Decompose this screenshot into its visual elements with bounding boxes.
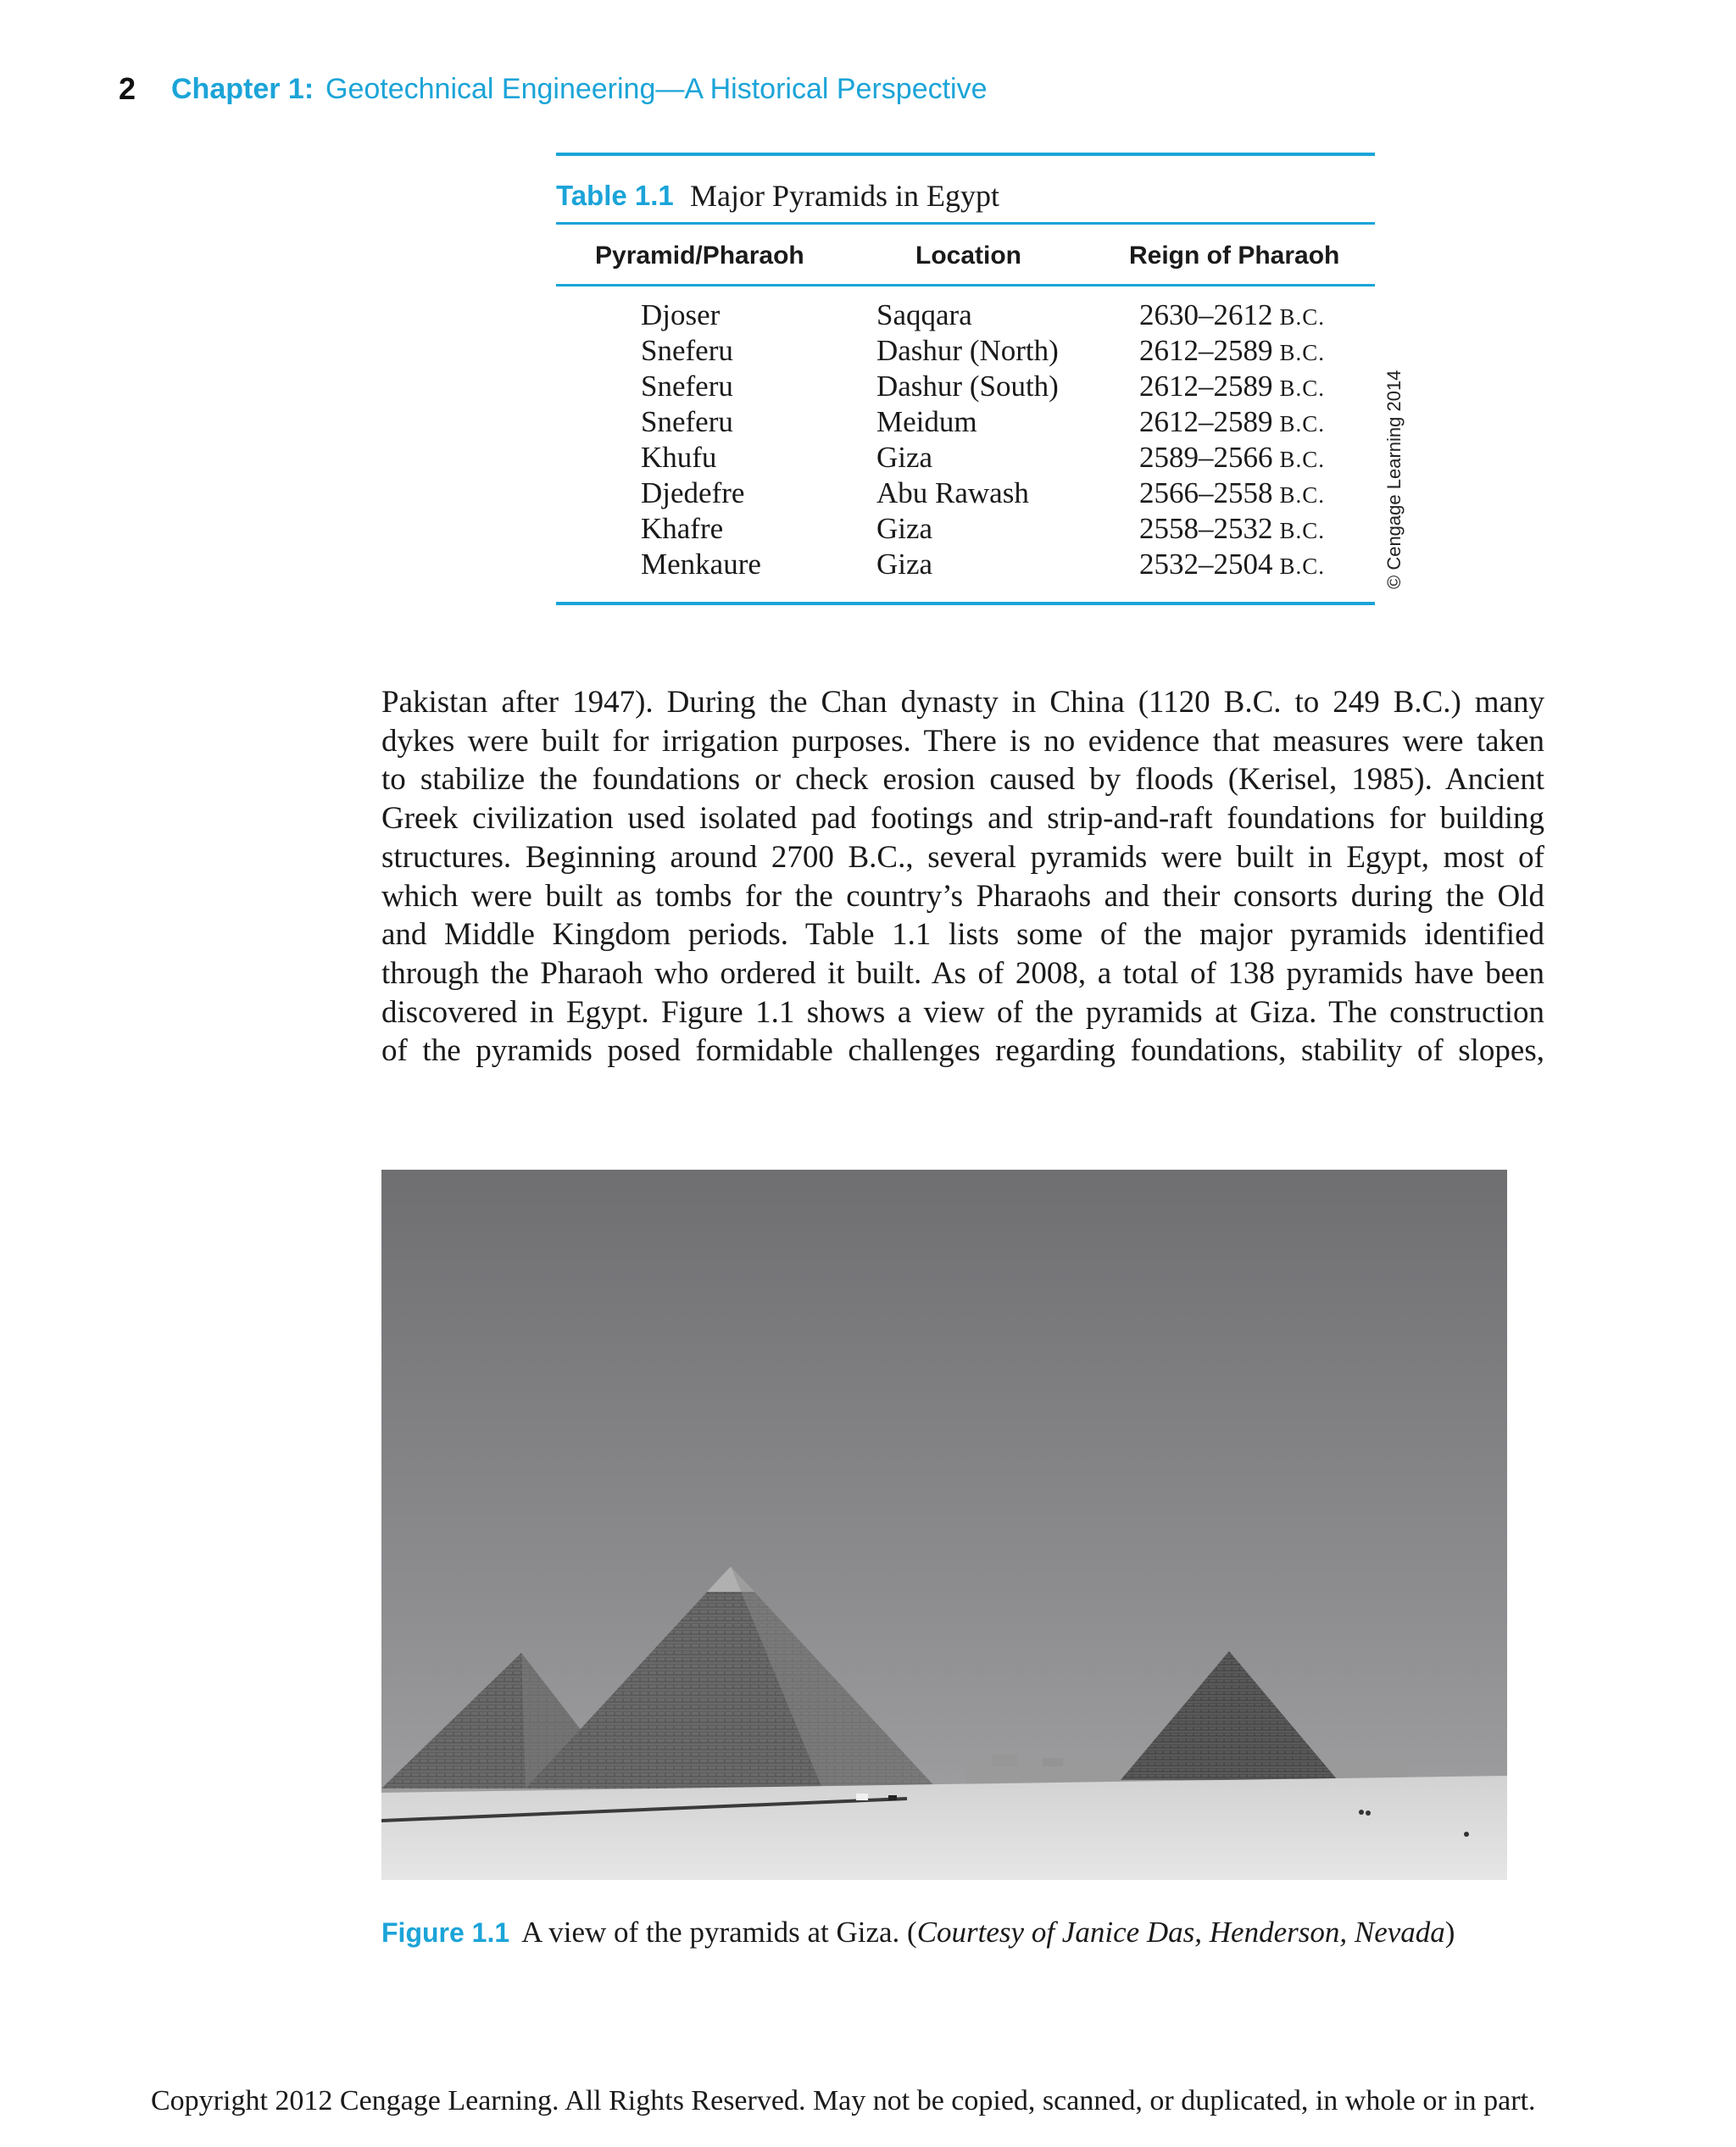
cell-pharaoh: [641, 370, 733, 403]
cell-pharaoh: [641, 298, 720, 332]
pyramids-table: [556, 153, 1375, 605]
cell-pharaoh-value: Khafre: [641, 512, 724, 545]
body-line: and Middle Kingdom periods. Table 1.1 lists some of the major pyramids identified: [381, 917, 1544, 953]
cell-reign: [1139, 512, 1325, 546]
table-row: [556, 512, 1375, 548]
body-line: Greek civilization used isolated pad footings and strip-and-raft foundations for building: [381, 801, 1544, 837]
cell-location: [876, 512, 932, 546]
era-suffix: B.C.: [1279, 553, 1326, 579]
table-number: Table 1.1: [556, 180, 674, 211]
giza-pyramids-illustration: [381, 1170, 1507, 1880]
table-row: [556, 405, 1375, 441]
column-header-pharaoh: Pyramid/Pharaoh: [595, 242, 804, 270]
cell-pharaoh: [641, 548, 761, 581]
body-paragraph: [381, 683, 1544, 1071]
table-body: [556, 286, 1375, 602]
cell-reign-value: 2612–2589: [1139, 370, 1273, 403]
cell-reign-value: 2612–2589: [1139, 334, 1273, 367]
era-suffix: B.C.: [1279, 375, 1326, 401]
body-line: Pakistan after 1947). During the Chan dynasty in China (1120 B.C. to 249 B.C.) many: [381, 685, 1544, 720]
body-line: dykes were built for irrigation purposes. There is no evidence that measures were taken: [381, 723, 1544, 759]
figure-photo: [381, 1170, 1507, 1880]
cell-location: [876, 441, 932, 475]
cell-pharaoh-value: Sneferu: [641, 405, 733, 438]
cell-reign-value: 2532–2504: [1139, 548, 1273, 581]
cell-pharaoh-value: Djedefre: [641, 476, 745, 509]
cell-reign: [1139, 334, 1325, 368]
footer-copyright: Copyright 2012 Cengage Learning. All Rights Reserved. May not be copied, scanned, or duplicated, in whole or in part.: [151, 2085, 1536, 2116]
table-side-credit: © Cengage Learning 2014: [1383, 370, 1405, 589]
table-row: [556, 476, 1375, 512]
cell-location: [876, 334, 1059, 368]
cell-location-value: Giza: [876, 512, 933, 545]
cell-location: [876, 370, 1059, 403]
table-row: [556, 548, 1375, 583]
cell-location-value: Giza: [876, 441, 933, 474]
cell-reign: [1139, 405, 1325, 439]
body-line: which were built as tombs for the country’s Pharaohs and their consorts during the Old: [381, 878, 1544, 914]
body-line: through the Pharaoh who ordered it built. As of 2008, a total of 138 pyramids have been: [381, 955, 1544, 991]
cell-reign: [1139, 441, 1325, 475]
cell-pharaoh: [641, 334, 733, 368]
cell-location: [876, 548, 932, 581]
cell-location-value: Dashur (North): [876, 334, 1059, 367]
figure-caption-text: A view of the pyramids at Giza. (: [521, 1916, 917, 1949]
chapter-title: Geotechnical Engineering—A Historical Perspective: [326, 73, 988, 105]
cell-location: [876, 476, 1029, 510]
cell-pharaoh: [641, 476, 744, 510]
cell-pharaoh-value: Khufu: [641, 441, 717, 474]
cell-location-value: Giza: [876, 548, 933, 581]
era-suffix: B.C.: [1279, 447, 1326, 472]
era-suffix: B.C.: [1279, 518, 1326, 543]
table-row: [556, 370, 1375, 405]
cell-location: [876, 298, 972, 332]
cell-location-value: Meidum: [876, 405, 977, 438]
cell-reign-value: 2630–2612: [1139, 298, 1273, 331]
table-row: [556, 298, 1375, 334]
cell-reign-value: 2589–2566: [1139, 441, 1273, 474]
cell-location: [876, 405, 977, 439]
cell-reign: [1139, 548, 1325, 581]
table-row: [556, 441, 1375, 476]
cell-location-value: Abu Rawash: [876, 476, 1029, 509]
table-caption: [556, 156, 1375, 222]
table-bottom-rule: [556, 602, 1375, 605]
body-line: of the pyramids posed formidable challenges regarding foundations, stability of slopes,: [381, 1033, 1544, 1069]
cell-pharaoh-value: Djoser: [641, 298, 721, 331]
cell-reign-value: 2558–2532: [1139, 512, 1273, 545]
era-suffix: B.C.: [1279, 411, 1326, 437]
column-header-reign: Reign of Pharaoh: [1129, 242, 1340, 270]
cell-pharaoh: [641, 405, 733, 439]
cell-reign: [1139, 370, 1325, 403]
chapter-label: Chapter 1:: [171, 73, 314, 105]
page-number: 2: [119, 71, 136, 106]
cell-reign: [1139, 298, 1325, 332]
cell-reign-value: 2612–2589: [1139, 405, 1273, 438]
figure-number: Figure 1.1: [381, 1917, 510, 1948]
table-row: [556, 334, 1375, 370]
body-line: to stabilize the foundations or check erosion caused by floods (Kerisel, 1985). Ancient: [381, 762, 1544, 798]
cell-reign-value: 2566–2558: [1139, 476, 1273, 509]
figure-credit: Courtesy of Janice Das, Henderson, Nevada: [916, 1916, 1445, 1949]
column-header-location: Location: [915, 242, 1021, 270]
era-suffix: B.C.: [1279, 304, 1326, 330]
cell-pharaoh: [641, 512, 723, 546]
era-suffix: B.C.: [1279, 482, 1326, 508]
figure-caption: [381, 1916, 1455, 1950]
cell-pharaoh: [641, 441, 716, 475]
cell-reign: [1139, 476, 1325, 510]
cell-location-value: Dashur (South): [876, 370, 1059, 403]
table-header-row: [556, 225, 1375, 284]
table-title: Major Pyramids in Egypt: [690, 179, 999, 213]
cell-pharaoh-value: Sneferu: [641, 370, 733, 403]
cell-location-value: Saqqara: [876, 298, 972, 331]
cell-pharaoh-value: Sneferu: [641, 334, 733, 367]
body-line: discovered in Egypt. Figure 1.1 shows a view of the pyramids at Giza. The construction: [381, 994, 1544, 1030]
figure-caption-close: ): [1444, 1916, 1455, 1949]
body-line: structures. Beginning around 2700 B.C., several pyramids were built in Egypt, most of: [381, 839, 1544, 875]
era-suffix: B.C.: [1279, 340, 1326, 365]
cell-pharaoh-value: Menkaure: [641, 548, 761, 581]
